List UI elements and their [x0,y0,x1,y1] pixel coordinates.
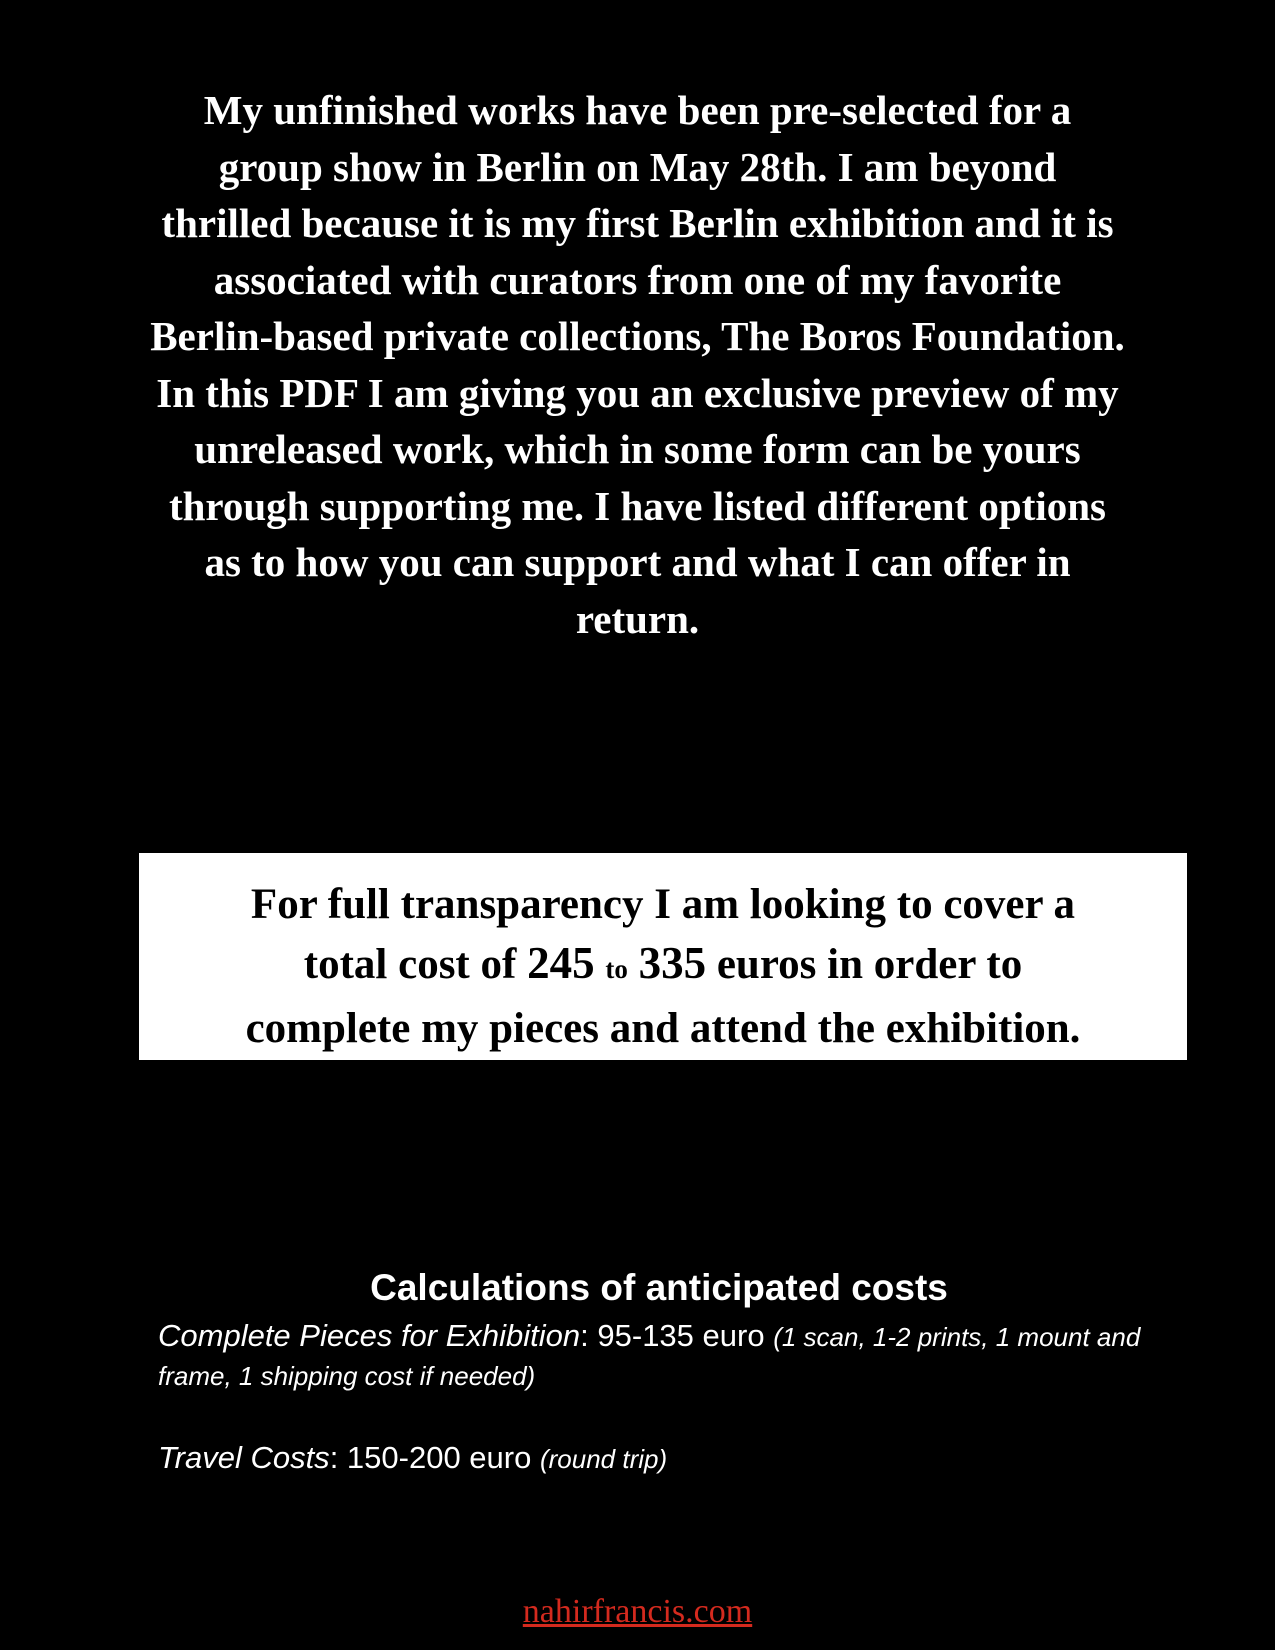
cost-item-label: Complete Pieces for Exhibition [158,1318,581,1353]
transparency-line-2 [139,934,1187,999]
total-cost-prefix: total cost of [303,941,528,988]
transparency-line-3: complete my pieces and attend the exhibition. [245,1005,1081,1052]
total-cost-suffix: euros in order to [706,941,1023,988]
costs-title: Calculations of anticipated costs [370,1267,948,1308]
intro-paragraph: My unfinished works have been pre-selected for a group show in Berlin on May 28th. I am beyond thrilled because it is my first Berlin exhibition and it is associated with curators from one of my favorite Berlin-based private collections, The Boros Foundation. In this PDF I am giving you an exclusive preview of my unreleased work, which in some form can be yours through supporting me. I have listed different options as to how you can support and what I can offer in return. [150,87,1125,642]
cost-item-travel: Travel Costs: 150-200 euro (round trip) [158,1440,668,1475]
transparency-line-1: For full transparency I am looking to cover a [250,881,1076,928]
cost-calculations [158,1265,1158,1478]
cost-item-amount: 150-200 euro [346,1440,532,1475]
cost-item-label: Travel Costs [158,1440,330,1475]
cost-item-amount: 95-135 euro [597,1318,765,1353]
cost-minimum: 245 [527,938,595,988]
transparency-box [139,853,1187,1060]
cost-range-to: to [605,954,628,984]
cost-item-note: (1 scan, 1-2 prints, 1 mount and frame, 1 shipping cost if needed) [158,1322,1141,1391]
cost-maximum: 335 [638,938,707,988]
website-link[interactable]: nahirfrancis.com [522,1593,753,1630]
cost-item-note: (round trip) [539,1444,668,1474]
cost-item-pieces: Complete Pieces for Exhibition: 95-135 euro (1 scan, 1-2 prints, 1 mount and frame, 1 shipping cost if needed) [158,1318,1141,1391]
